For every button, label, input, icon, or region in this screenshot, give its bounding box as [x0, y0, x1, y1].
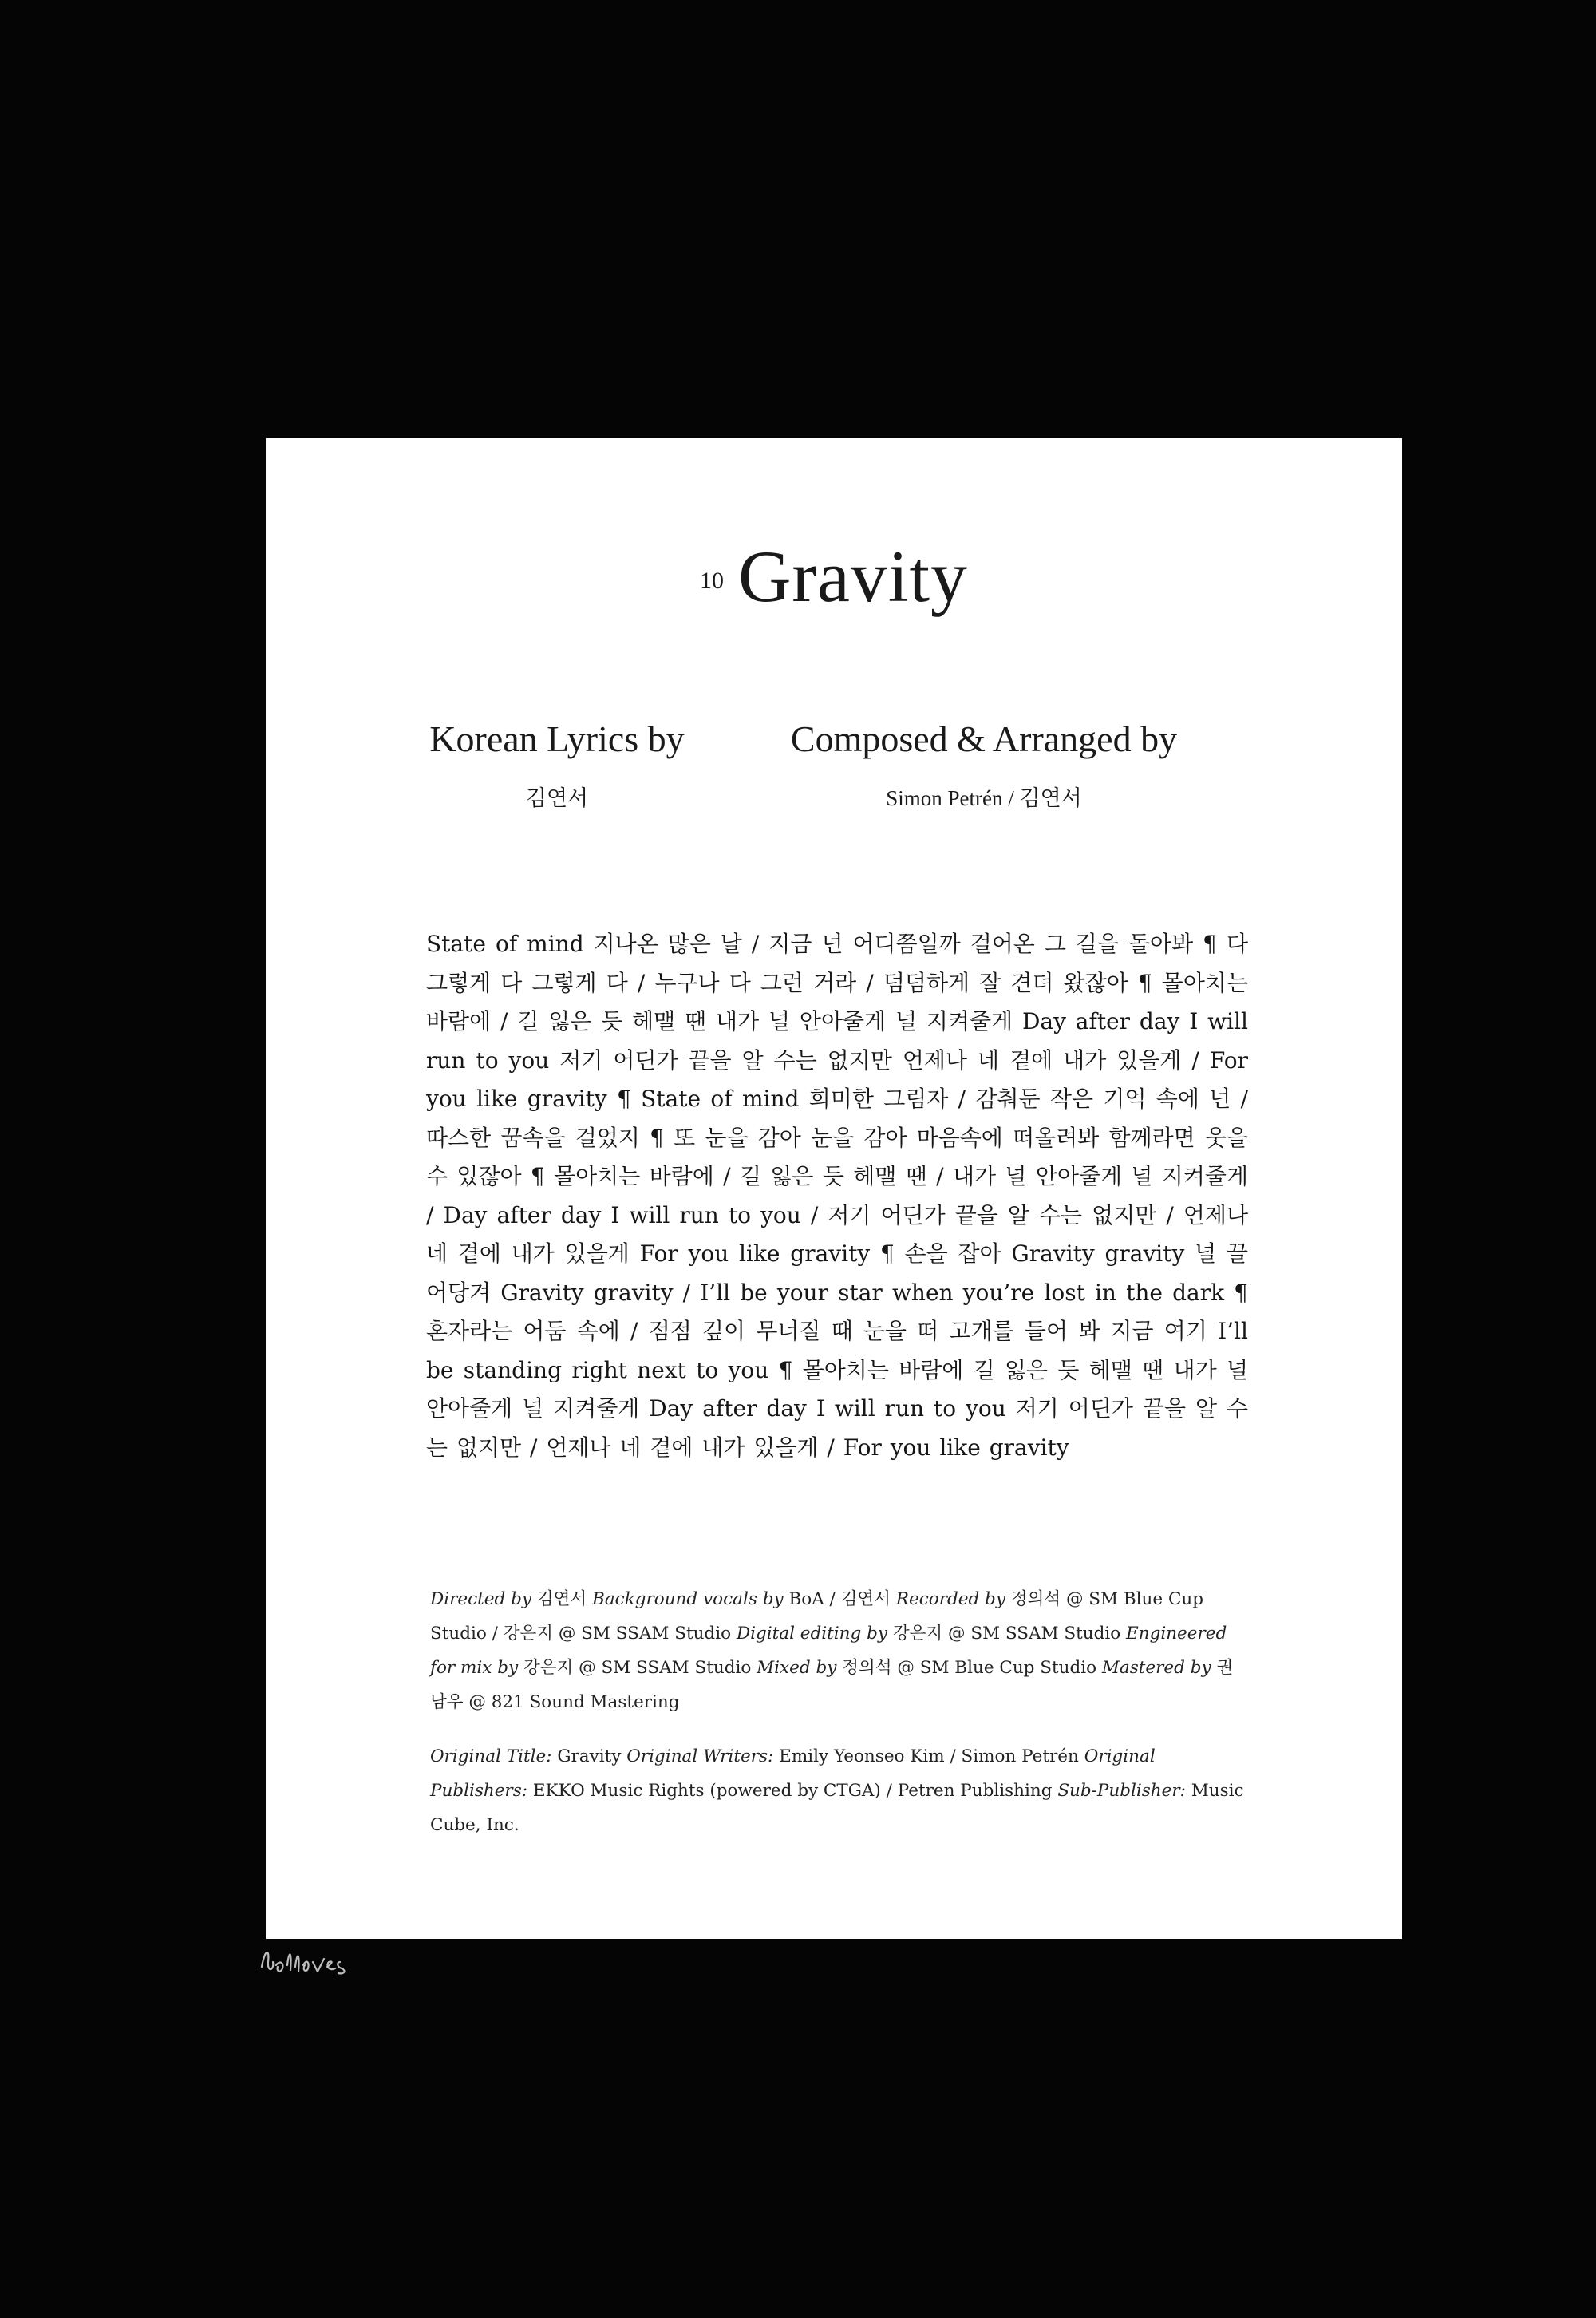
credit-label: Recorded by	[895, 1589, 1005, 1609]
credit-value: 강은지 @ SM SSAM Studio	[892, 1624, 1121, 1644]
composer-credit	[745, 718, 1223, 812]
lyrics-body: State of mind 지나온 많은 날 / 지금 넌 어디쯤일까 걸어온 그 길을 돌아봐 ¶ 다 그렇게 다 그렇게 다 / 누구나 다 그런 거라 / 덤덤하게 잘 견뎌 왔잖아 ¶ 몰아치는 바람에 / 길 잃은 듯 헤맬 땐 내가 널 안아줄게 널 지켜줄게 Day after day I will run to you 저기 어딘가 끝을 알 수는 없지만 언제나 네 곁에 내가 있을게 / For you like gravity ¶ State of mind 희미한 그림자 / 감춰둔 작은 기억 속에 넌 / 따스한 꿈속을 걸었지 ¶ 또 눈을 감아 눈을 감아 마음속에 떠올려봐 함께라면 웃을 수 있잖아 ¶ 몰아치는 바람에 / 길 잃은 듯 헤맬 땐 / 내가 널 안아줄게 널 지켜줄게 / Day after day I will run to you / 저기 어딘가 끝을 알 수는 없지만 / 언제나 네 곁에 내가 있을게 For you like gravity ¶ 손을 잡아 Gravity gravity 널 끌어당겨 Gravity gravity / I’ll be your star when you’re lost in the dark ¶ 혼자라는 어둠 속에 / 점점 깊이 무너질 때 눈을 떠 고개를 들어 봐 지금 여기 I’ll be standing right next to you ¶ 몰아치는 바람에 길 잃은 듯 헤맬 땐 내가 널 안아줄게 널 지켜줄게 Day after day I will run to you 저기 어딘가 끝을 알 수는 없지만 / 언제나 네 곁에 내가 있을게 / For you like gravity	[426, 931, 1248, 1461]
track-title-row	[266, 534, 1402, 619]
credit-label: Directed by	[430, 1589, 532, 1609]
production-credits	[430, 1582, 1248, 1719]
credit-value: 김연서	[536, 1589, 587, 1609]
credit-value: BoA / 김연서	[788, 1589, 891, 1609]
credit-label: Background vocals by	[592, 1589, 784, 1609]
credit-value: 강은지 @ SM SSAM Studio	[523, 1658, 752, 1678]
credit-value: 권남우 @ 821 Sound Mastering	[430, 1658, 1234, 1712]
credit-value: Gravity	[557, 1746, 622, 1766]
booklet-page	[266, 438, 1402, 1939]
credit-label: Engineered for mix by	[430, 1624, 1227, 1678]
composer-heading: Composed & Arranged by	[790, 718, 1178, 759]
credit-value: 정의석 @ SM Blue Cup Studio / 강은지 @ SM SSAM Studio	[430, 1589, 1204, 1644]
credit-value: 정의석 @ SM Blue Cup Studio	[842, 1658, 1097, 1678]
lyricist-credit	[409, 718, 705, 812]
composer-names: Simon Petrén / 김연서	[886, 786, 1082, 810]
credit-label: Digital editing by	[736, 1624, 888, 1644]
track-title: Gravity	[737, 536, 969, 617]
credit-value: EKKO Music Rights (powered by CTGA) / Petren Publishing	[532, 1781, 1053, 1801]
credit-label: Mixed by	[757, 1658, 837, 1678]
lyricist-heading: Korean Lyrics by	[429, 718, 685, 759]
original-credits	[430, 1739, 1248, 1842]
credit-label: Sub-Publisher:	[1057, 1781, 1186, 1801]
credit-label: Original Writers:	[626, 1746, 774, 1766]
lyricist-names: 김연서	[525, 786, 589, 810]
credit-label: Original Publishers:	[430, 1746, 1156, 1801]
watermark-signature	[257, 1938, 361, 1986]
credit-label: Mastered by	[1101, 1658, 1211, 1678]
credit-value: Emily Yeonseo Kim / Simon Petrén	[779, 1746, 1079, 1766]
credit-value: Music Cube, Inc.	[430, 1781, 1244, 1835]
credit-label: Original Title:	[430, 1746, 552, 1766]
track-number: 10	[699, 568, 724, 594]
